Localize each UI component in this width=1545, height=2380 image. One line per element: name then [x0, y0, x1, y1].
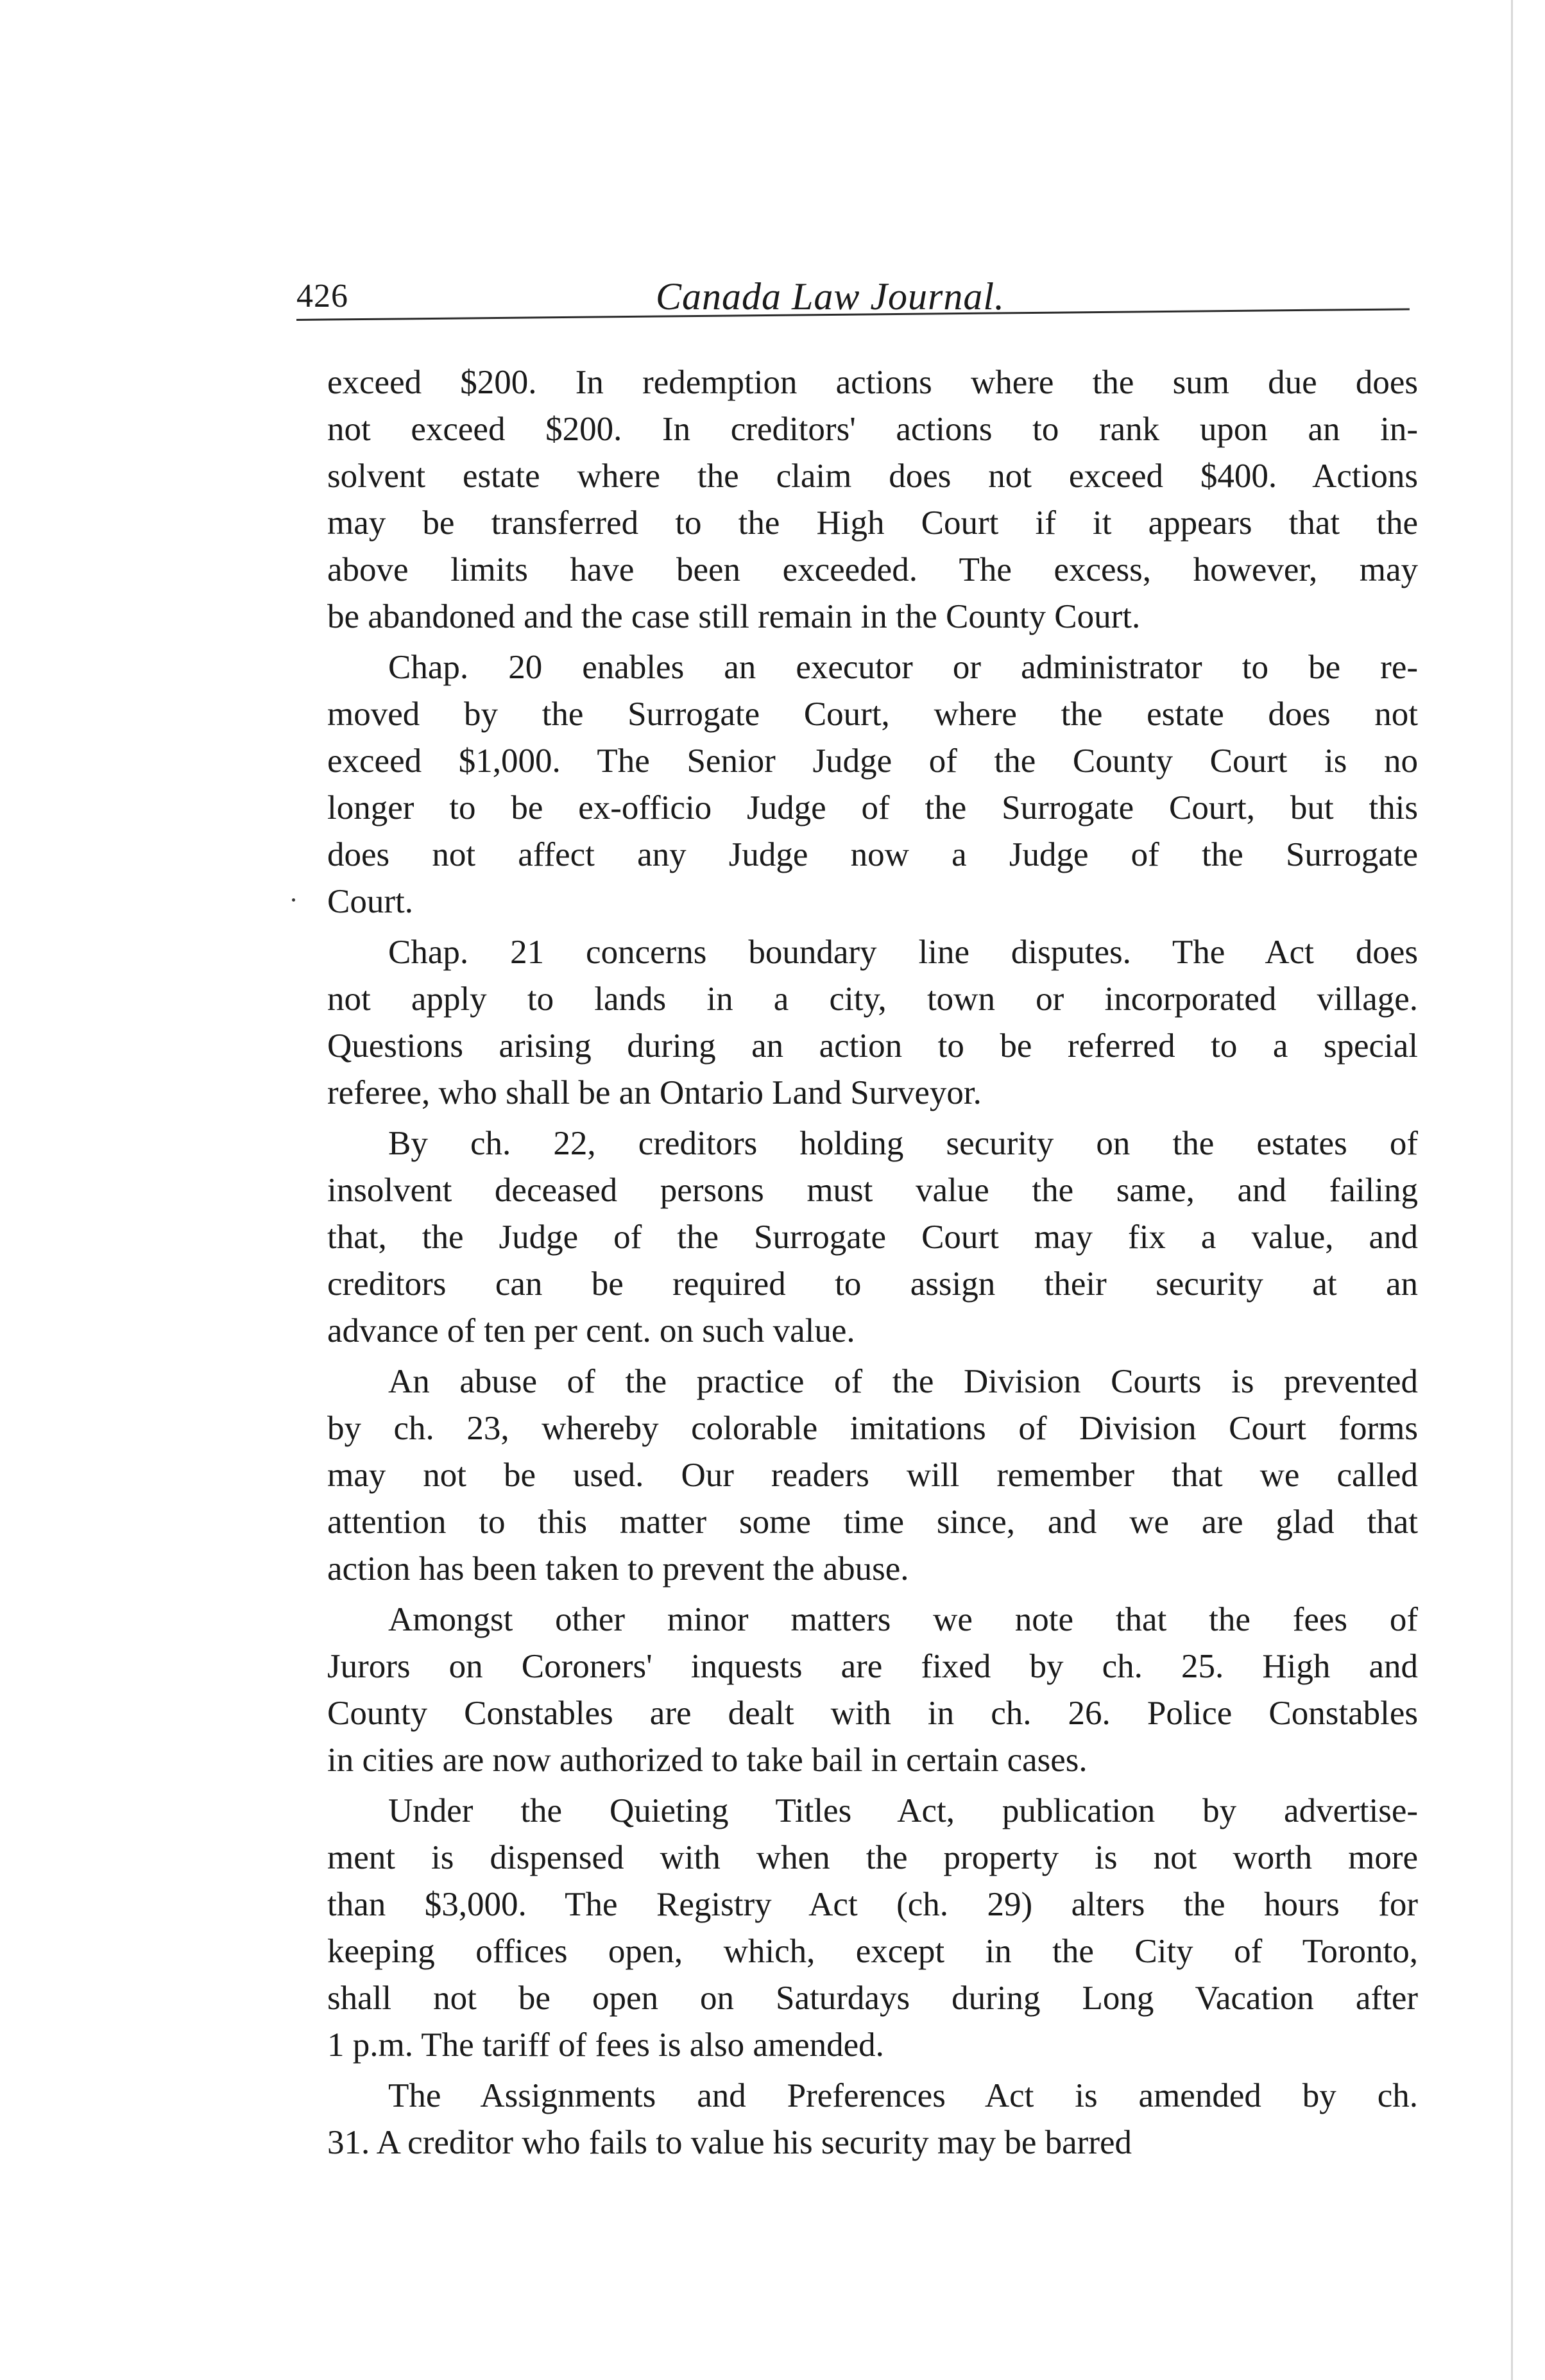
text-line: longer to be ex-officio Judge of the Surrogate Court, but this — [327, 789, 1418, 826]
paragraph — [327, 359, 1418, 640]
text-line: Court. — [327, 883, 413, 920]
paragraph — [327, 1120, 1418, 1355]
text-line: in cities are now authorized to take bail in certain cases. — [327, 1742, 1088, 1779]
body-text — [327, 359, 1418, 2166]
text-line: solvent estate where the claim does not exceed $400. Actions — [327, 458, 1418, 495]
page-number: 426 — [296, 278, 348, 314]
text-line: does not affect any Judge now a Judge of the Surrogate — [327, 836, 1418, 873]
text-line: Chap. 21 concerns boundary line disputes. The Act does — [388, 934, 1418, 971]
text-line: exceed $1,000. The Senior Judge of the County Court is no — [327, 742, 1418, 780]
text-line: by ch. 23, whereby colorable imitations of Division Court forms — [327, 1410, 1418, 1447]
print-speck — [292, 898, 295, 902]
text-line: insolvent deceased persons must value the same, and failing — [327, 1172, 1418, 1209]
text-line: The Assignments and Preferences Act is amended by ch. — [388, 2077, 1418, 2114]
text-line: County Constables are dealt with in ch. 26. Police Constables — [327, 1695, 1418, 1732]
running-header — [296, 263, 1426, 334]
page-edge-shadow — [1511, 0, 1513, 2380]
text-line: By ch. 22, creditors holding security on the estates of — [388, 1125, 1418, 1162]
text-line: action has been taken to prevent the abuse. — [327, 1550, 909, 1588]
text-line: above limits have been exceeded. The excess, however, may — [327, 551, 1418, 588]
text-line: not apply to lands in a city, town or incorporated village. — [327, 980, 1418, 1018]
text-line: shall not be open on Saturdays during Long Vacation after — [327, 1980, 1418, 2017]
text-line: than $3,000. The Registry Act (ch. 29) alters the hours for — [327, 1886, 1418, 1923]
text-line: may be transferred to the High Court if it appears that the — [327, 504, 1418, 542]
text-line: be abandoned and the case still remain in the County Court. — [327, 598, 1141, 635]
paragraph — [327, 1788, 1418, 2069]
text-line: attention to this matter some time since, and we are glad that — [327, 1503, 1418, 1541]
text-line: An abuse of the practice of the Division Courts is prevented — [388, 1363, 1418, 1400]
paragraph — [327, 1597, 1418, 1784]
text-line: Under the Quieting Titles Act, publication by advertise- — [388, 1792, 1418, 1829]
paragraph — [327, 2073, 1418, 2166]
text-line: may not be used. Our readers will remember that we called — [327, 1457, 1418, 1494]
text-line: 1 p.m. The tariff of fees is also amended. — [327, 2026, 884, 2064]
text-line: referee, who shall be an Ontario Land Surveyor. — [327, 1074, 982, 1111]
text-line: not exceed $200. In creditors' actions to rank upon an in- — [327, 411, 1418, 448]
text-line: Chap. 20 enables an executor or administrator to be re- — [388, 649, 1418, 686]
paragraph — [327, 1358, 1418, 1593]
text-line: Jurors on Coroners' inquests are fixed by ch. 25. High and — [327, 1648, 1418, 1685]
text-line: keeping offices open, which, except in the City of Toronto, — [327, 1933, 1418, 1970]
text-line: advance of ten per cent. on such value. — [327, 1312, 855, 1349]
running-title: Canada Law Journal. — [656, 275, 1005, 318]
text-line: 31. A creditor who fails to value his security may be barred — [327, 2124, 1132, 2161]
text-line: moved by the Surrogate Court, where the estate does not — [327, 696, 1418, 733]
text-line: ment is dispensed with when the property is not worth more — [327, 1839, 1418, 1876]
text-line: Questions arising during an action to be referred to a special — [327, 1027, 1418, 1065]
text-line: exceed $200. In redemption actions where the sum due does — [327, 364, 1418, 401]
text-line: creditors can be required to assign their security at an — [327, 1265, 1418, 1303]
paragraph — [327, 929, 1418, 1117]
text-line: that, the Judge of the Surrogate Court may fix a value, and — [327, 1219, 1418, 1256]
text-line: Amongst other minor matters we note that the fees of — [388, 1601, 1418, 1638]
paragraph — [327, 644, 1418, 925]
